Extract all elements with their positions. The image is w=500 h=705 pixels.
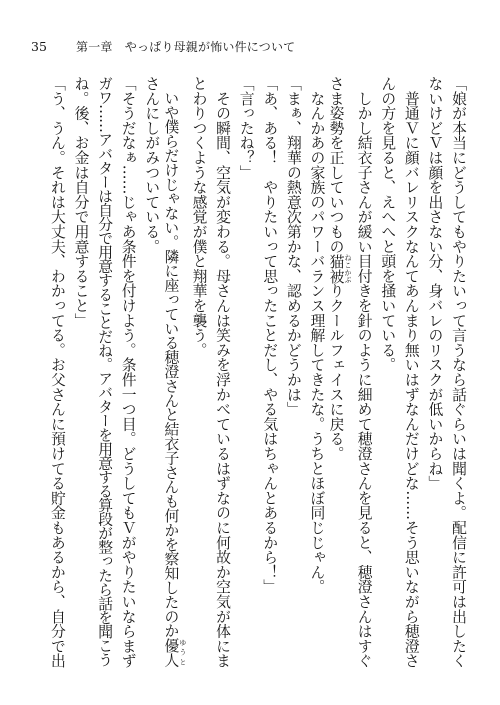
body-text-column: 「そうだなぁ……じゃあ条件を付けよう。条件一つ目。どうしてもＶがやりたいならまず: [119, 76, 137, 668]
text-segment: いや僕らだけじゃない。隣に座っている穂澄さんと結衣子さんも何かを察知したのか: [162, 76, 180, 638]
ruby-text: ねこかぶ: [344, 253, 353, 284]
text-segment: さま姿勢を正していつもの: [327, 76, 345, 254]
ruby-base: 猫被: [327, 253, 345, 284]
ruby-annotation: [327, 253, 353, 284]
body-text-column: ないけどＶは顔を出さない分、身バレのリスクが低いからね」: [426, 76, 444, 491]
body-text-column: [328, 76, 352, 676]
body-text: [45, 76, 470, 676]
body-text-column: なんかあの家族のパワーバランス理解してきたな。うちとほぼ同じじゃん。: [308, 76, 326, 594]
body-text-column: 「まぁ、翔華の熱意次第かな、認めるかどうかは」: [284, 76, 302, 417]
body-text-column: しかし結衣子さんが緩い目付きを針のように細めて穂澄さんを見ると、穂澄さんはすぐ: [355, 76, 373, 668]
body-text-column: その瞬間、空気が変わる。母さんは笑みを浮かべているはずなのに何故か空気が体にま: [214, 76, 232, 668]
body-text-column: ガワ……アバターは自分で用意することだね。アバターを用意する算段が整ったら話を聞こう: [96, 76, 114, 667]
body-text-column: 「言ったね？」: [237, 76, 255, 180]
body-text-column: さんにしがみついている。: [143, 76, 161, 254]
running-title: 第一章 やっぱり母親が怖い件について: [76, 40, 296, 54]
body-text-column: 「あ、ある！ やりたいって思ったことだし、やる気はちゃんとあるから！」: [261, 76, 279, 594]
body-text-column: 「娘が本当にどうしてもやりたいって言うなら話ぐらいは聞くよ。配信に許可は出したく: [450, 76, 467, 668]
body-text-column: ね。後、お金は自分で用意すること」: [72, 76, 90, 328]
text-segment: りクールフェイスに戻る。: [327, 283, 345, 461]
body-text-column: んの方を見ると、えへへと頭を掻いている。: [379, 76, 397, 372]
ruby-annotation: [162, 637, 187, 667]
body-text-column: とわりつくような感覚が僕と翔華を襲う。: [190, 76, 208, 358]
body-text-column: [163, 76, 187, 676]
ruby-text: ゆうと: [178, 637, 187, 667]
body-text-column: 「う、うん。それは大丈夫、わかってる。お父さんに預けてる貯金もあるから、自分で出: [48, 76, 66, 668]
ruby-base: 優人: [162, 637, 180, 667]
page-number: 35: [31, 39, 47, 54]
body-text-column: 普通Ｖに顔バレリスクなんてあんまり無いはずなんだけどな……そう思いながら穂澄さ: [402, 76, 420, 668]
